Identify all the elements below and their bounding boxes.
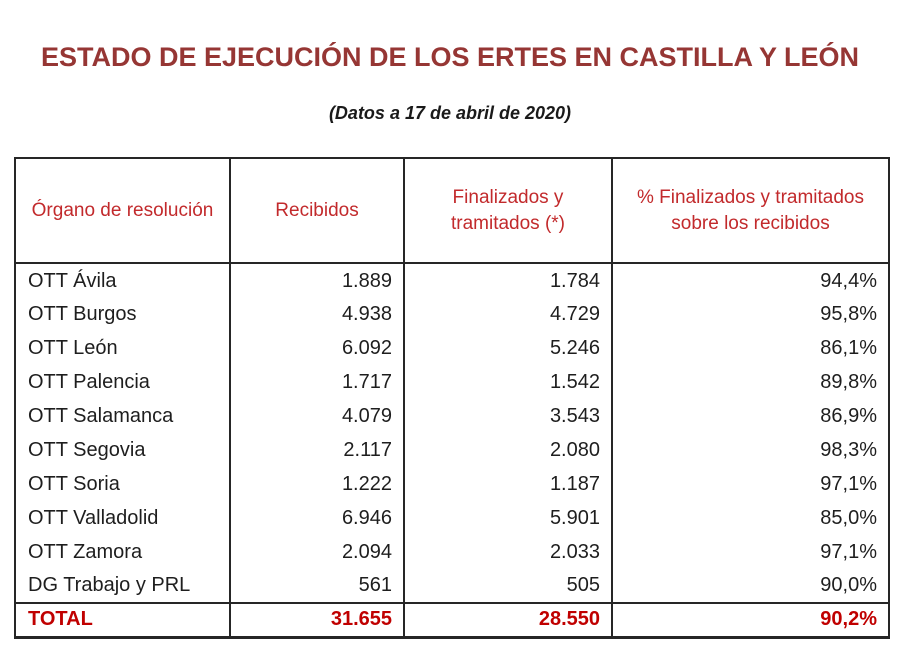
cell-porcentaje: 97,1% bbox=[612, 467, 889, 501]
cell-porcentaje: 90,0% bbox=[612, 569, 889, 603]
cell-recibidos: 6.946 bbox=[230, 501, 404, 535]
cell-finalizados: 5.901 bbox=[404, 501, 612, 535]
table-row bbox=[15, 331, 889, 365]
cell-organo: OTT Zamora bbox=[15, 535, 230, 569]
ertes-status-table bbox=[14, 157, 890, 639]
table-row bbox=[15, 297, 889, 331]
page-subtitle: (Datos a 17 de abril de 2020) bbox=[328, 103, 572, 123]
col-header-organo: Órgano de resolución bbox=[15, 158, 230, 263]
cell-organo: DG Trabajo y PRL bbox=[15, 569, 230, 603]
cell-organo: OTT Palencia bbox=[15, 365, 230, 399]
table-header bbox=[15, 158, 889, 263]
col-header-recibidos: Recibidos bbox=[230, 158, 404, 263]
cell-porcentaje: 97,1% bbox=[612, 535, 889, 569]
cell-organo: OTT León bbox=[15, 331, 230, 365]
cell-recibidos: 1.717 bbox=[230, 365, 404, 399]
table-row bbox=[15, 501, 889, 535]
col-header-finalizados: Finalizados y tramitados (*) bbox=[404, 158, 612, 263]
cell-porcentaje: 89,8% bbox=[612, 365, 889, 399]
cell-finalizados: 1.542 bbox=[404, 365, 612, 399]
page-title: ESTADO DE EJECUCIÓN DE LOS ERTES EN CASTILLA Y LEÓN bbox=[40, 42, 860, 72]
cell-finalizados: 2.080 bbox=[404, 433, 612, 467]
table-row bbox=[15, 433, 889, 467]
cell-finalizados: 1.187 bbox=[404, 467, 612, 501]
cell-finalizados: 3.543 bbox=[404, 399, 612, 433]
cell-organo: OTT Valladolid bbox=[15, 501, 230, 535]
table-body bbox=[15, 263, 889, 637]
cell-recibidos: 4.938 bbox=[230, 297, 404, 331]
cell-recibidos: 1.889 bbox=[230, 263, 404, 297]
cell-organo: OTT Soria bbox=[15, 467, 230, 501]
cell-recibidos: 1.222 bbox=[230, 467, 404, 501]
table-row bbox=[15, 399, 889, 433]
table-row bbox=[15, 365, 889, 399]
cell-porcentaje: 85,0% bbox=[612, 501, 889, 535]
total-finalizados-value: 28.550 bbox=[404, 603, 612, 637]
cell-finalizados: 5.246 bbox=[404, 331, 612, 365]
cell-recibidos: 561 bbox=[230, 569, 404, 603]
cell-finalizados: 2.033 bbox=[404, 535, 612, 569]
table-row bbox=[15, 263, 889, 297]
cell-finalizados: 505 bbox=[404, 569, 612, 603]
cell-recibidos: 2.094 bbox=[230, 535, 404, 569]
cell-porcentaje: 98,3% bbox=[612, 433, 889, 467]
cell-porcentaje: 94,4% bbox=[612, 263, 889, 297]
cell-organo: OTT Salamanca bbox=[15, 399, 230, 433]
cell-recibidos: 4.079 bbox=[230, 399, 404, 433]
table-row bbox=[15, 467, 889, 501]
total-recibidos-value: 31.655 bbox=[230, 603, 404, 637]
total-porcentaje-value: 90,2% bbox=[612, 603, 889, 637]
cell-finalizados: 4.729 bbox=[404, 297, 612, 331]
table-row bbox=[15, 535, 889, 569]
cell-porcentaje: 86,1% bbox=[612, 331, 889, 365]
cell-recibidos: 2.117 bbox=[230, 433, 404, 467]
cell-porcentaje: 95,8% bbox=[612, 297, 889, 331]
table-row bbox=[15, 569, 889, 603]
cell-organo: OTT Ávila bbox=[15, 263, 230, 297]
total-label: TOTAL bbox=[15, 603, 230, 637]
cell-organo: OTT Burgos bbox=[15, 297, 230, 331]
total-row bbox=[15, 603, 889, 637]
cell-finalizados: 1.784 bbox=[404, 263, 612, 297]
cell-organo: OTT Segovia bbox=[15, 433, 230, 467]
cell-recibidos: 6.092 bbox=[230, 331, 404, 365]
header-row bbox=[15, 158, 889, 263]
col-header-porcentaje: % Finalizados y tramitados sobre los recibidos bbox=[612, 158, 889, 263]
cell-porcentaje: 86,9% bbox=[612, 399, 889, 433]
